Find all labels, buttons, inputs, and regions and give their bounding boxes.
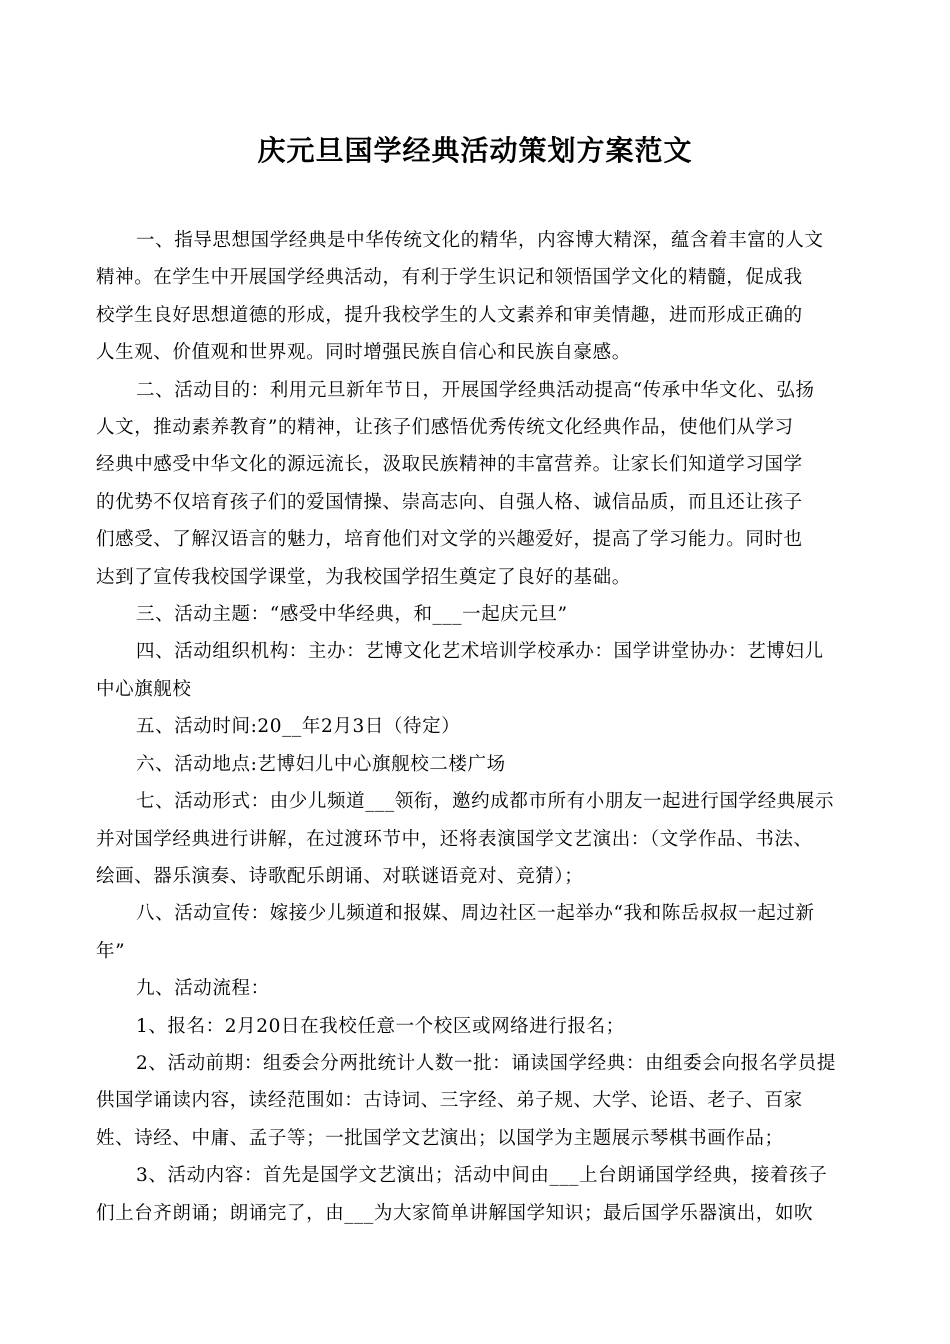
text-line: 人文，推动素养教育”的精神，让孩子们感悟优秀传统文化经典作品，使他们从学习 [96, 417, 794, 439]
text-line: 们上台齐朗诵；朗诵完了，由___为大家简单讲解国学知识；最后国学乐器演出，如吹 [96, 1202, 814, 1224]
paragraph-activity-location [116, 746, 856, 783]
text-line: 中心旗舰校 [96, 678, 192, 700]
text-line: 经典中感受中华文化的源远流长，汲取民族精神的丰富营养。让家长们知道学习国学 [96, 454, 803, 476]
text-line: 七、活动形式：由少儿频道___领衔，邀约成都市所有小朋友一起进行国学经典展示 [136, 791, 835, 813]
text-line: 绘画、器乐演奏、诗歌配乐朗诵、对联谜语竞对、竞猜）； [96, 865, 584, 887]
paragraph-activity-publicity [96, 895, 856, 970]
paragraph-activity-theme [116, 596, 856, 633]
text-line: 1、报名：2月20日在我校任意一个校区或网络进行报名； [136, 1015, 625, 1037]
paragraph-guiding-ideology [96, 222, 856, 372]
document-title: 庆元旦国学经典活动策划方案范文 [257, 134, 693, 167]
paragraph-pre-activity [96, 1045, 856, 1157]
text-line: 并对国学经典进行讲解，在过渡环节中，还将表演国学文艺演出：（文学作品、书法、 [96, 828, 813, 850]
text-line: 年” [96, 940, 126, 962]
text-line: 三、活动主题：“感受中华经典，和___一起庆元旦” [136, 604, 568, 626]
paragraph-activity-purpose [96, 372, 856, 596]
text-line: 一、指导思想国学经典是中华传统文化的精华，内容博大精深，蕴含着丰富的人文 [136, 230, 824, 251]
text-line: 五、活动时间:20__年2月3日（待定） [136, 716, 461, 738]
text-line: 人生观、价值观和世界观。同时增强民族自信心和民族自豪感。 [96, 342, 631, 364]
text-line: 九、活动流程： [136, 978, 270, 1000]
text-line: 2、活动前期：组委会分两批统计人数一批：诵读国学经典：由组委会向报名学员提 [136, 1052, 836, 1074]
text-line: 3、活动内容：首先是国学文艺演出；活动中间由___上台朗诵国学经典，接着孩子 [136, 1165, 828, 1187]
text-line: 达到了宣传我校国学课堂，为我校国学招生奠定了良好的基础。 [96, 566, 631, 588]
text-line: 二、活动目的：利用元旦新年节日，开展国学经典活动提高“传承中华文化、弘扬 [136, 379, 815, 401]
text-line: 们感受、了解汉语言的魅力，培育他们对文学的兴趣爱好，提高了学习能力。同时也 [96, 529, 803, 551]
paragraph-activity-format [96, 783, 856, 895]
text-line: 八、活动宣传：嫁接少儿频道和报媒、周边社区一起举办“我和陈岳叔叔一起过新 [136, 903, 815, 925]
text-line: 供国学诵读内容，读经范围如：古诗词、三字经、弟子规、大学、论语、老子、百家 [96, 1090, 803, 1112]
text-line: 校学生良好思想道德的形成，提升我校学生的人文素养和审美情趣，进而形成正确的 [96, 304, 803, 326]
document-body [96, 222, 856, 1232]
paragraph-registration [116, 1008, 856, 1045]
text-line: 六、活动地点:艺博妇儿中心旗舰校二楼广场 [136, 753, 506, 775]
paragraph-organizers [96, 633, 856, 708]
text-line: 精神。在学生中开展国学经典活动，有利于学生识记和领悟国学文化的精髓，促成我 [96, 267, 803, 289]
text-line: 四、活动组织机构：主办：艺博文化艺术培训学校承办：国学讲堂协办：艺博妇儿 [136, 641, 824, 663]
paragraph-activity-content [96, 1157, 856, 1232]
paragraph-activity-time [116, 708, 856, 745]
text-line: 的优势不仅培育孩子们的爱国情操、崇高志向、自强人格、诚信品质，而且还让孩子 [96, 491, 803, 513]
text-line: 姓、诗经、中庸、孟子等；一批国学文艺演出；以国学为主题展示琴棋书画作品； [96, 1127, 784, 1149]
paragraph-activity-process [116, 970, 856, 1007]
